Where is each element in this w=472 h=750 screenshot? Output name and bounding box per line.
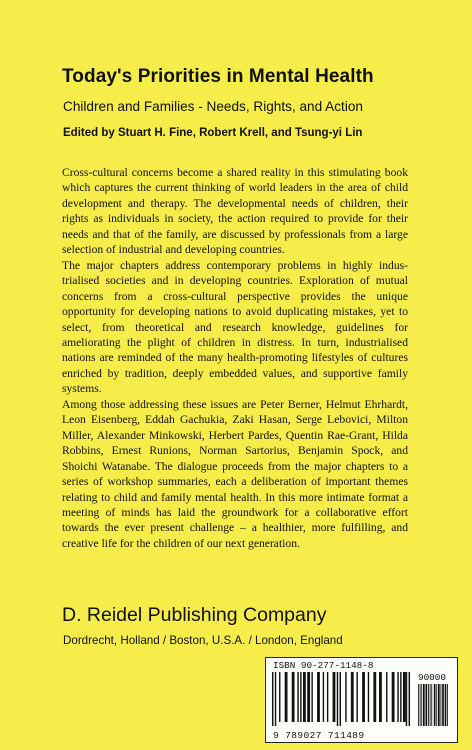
barcode-bar	[307, 672, 310, 722]
barcode-bar	[300, 672, 301, 722]
ean-barcode-image	[272, 672, 412, 728]
barcode-bar	[409, 672, 410, 726]
barcode-bar	[421, 684, 422, 726]
barcode-bar	[275, 672, 276, 726]
barcode-bar	[368, 672, 369, 722]
blurb-paragraph: Cross-cultural concerns become a shared reality in this stimulating book which captures the current thinking of world leaders in the area of child development and therapy. The developmental needs of children, their rights as individuals in society, the action required to provide for their needs and that of the family, are discussed by professionals from a large selection of industrial and developing countries.	[62, 166, 408, 257]
barcode-bar	[445, 684, 446, 726]
barcode-bar	[272, 672, 273, 726]
barcode-bar	[430, 684, 431, 726]
barcode-bar	[446, 684, 447, 726]
blurb-paragraph: Among those addressing these issues are Peter Berner, Helmut Ehrhardt, Leon Eisenberg, Eddah Gachukia, Zaki Hasan, Serge Lebovici, Milton Miller, Alexander Minkowski, Herbert Pardes, Quentin Rae-Grant, Hilda Robbins, Ernest Runions, Norman Sartorius, Benjamin Spock, and Shoichi Watanabe. The dialogue proceeds from the major chapters to a series of workshop summaries, each a deliberation of important themes relating to child and family mental health. In this more intimate format a meeting of minds has laid the groundwork for a collaborative effort towards the ever present challenge – a healthier, more fulfilling, and creative life for the children of our next generation.	[62, 397, 408, 550]
barcode-bar	[340, 672, 341, 726]
barcode-bar	[351, 672, 354, 722]
blurb-paragraph: The major chapters address contemporary problems in highly industrialised societies and in developing countries. Exploration of mutual concerns from a cross-cultural perspective provides the unique opportunity for developing nations to avoid duplicating mistakes, yet to select, from theoretical and research knowledge, guidelines for ameliorating the plight of children in distress. In turn, industrialised nations are reminded of the many health-promoting lifestyles of cultures enriched by tradition, deeply embedded values, and supportive family systems.	[62, 258, 408, 396]
barcode-bar	[327, 672, 328, 722]
barcode-bar	[428, 684, 429, 726]
barcode-bar	[317, 672, 320, 722]
barcode-bar	[392, 672, 395, 722]
barcode-bar	[431, 684, 432, 726]
barcode-bar	[311, 672, 312, 722]
barcode-bar	[362, 672, 365, 722]
barcode-bar	[356, 672, 357, 722]
barcode-bar	[418, 684, 419, 726]
book-title: Today's Priorities in Mental Health	[62, 66, 374, 87]
barcode-bar	[345, 672, 346, 722]
blurb-text	[62, 165, 408, 551]
barcode-bar	[333, 672, 336, 722]
barcode-bar	[438, 684, 440, 726]
barcode-bar	[436, 684, 437, 726]
price-code: 90000	[418, 672, 446, 683]
isbn-text: ISBN 90-277-1148-8	[273, 660, 374, 671]
barcode-bar	[379, 672, 382, 722]
barcode-bar	[403, 672, 406, 722]
barcode-bar	[423, 684, 425, 726]
barcode-bar	[285, 672, 288, 722]
barcode-bar	[337, 672, 338, 726]
publisher-name: D. Reidel Publishing Company	[62, 604, 327, 626]
barcode-bar	[434, 684, 436, 726]
barcode-bar	[441, 684, 442, 726]
barcode-bar	[323, 672, 324, 722]
price-addon-barcode-image	[418, 684, 450, 728]
barcode-bar	[397, 672, 398, 722]
barcode-bar	[303, 672, 306, 722]
barcode-bar	[400, 672, 401, 722]
editors-line: Edited by Stuart H. Fine, Robert Krell, and Tsung-yi Lin	[63, 127, 363, 139]
barcode-bar	[279, 672, 280, 722]
barcode-bar	[297, 672, 298, 722]
book-subtitle: Children and Families - Needs, Rights, and Action	[63, 99, 363, 114]
barcode-bar	[447, 684, 448, 726]
barcode-bar	[373, 672, 376, 722]
barcode-bar	[426, 684, 428, 726]
publisher-cities: Dordrecht, Holland / Boston, U.S.A. / London, England	[63, 634, 343, 647]
barcode-bar	[386, 672, 387, 722]
barcode-bar	[420, 684, 421, 726]
ean-digits: 9 789027 711489	[273, 730, 365, 741]
barcode-bar	[292, 672, 295, 722]
barcode-bar	[406, 672, 407, 726]
barcode-bar	[442, 684, 444, 726]
